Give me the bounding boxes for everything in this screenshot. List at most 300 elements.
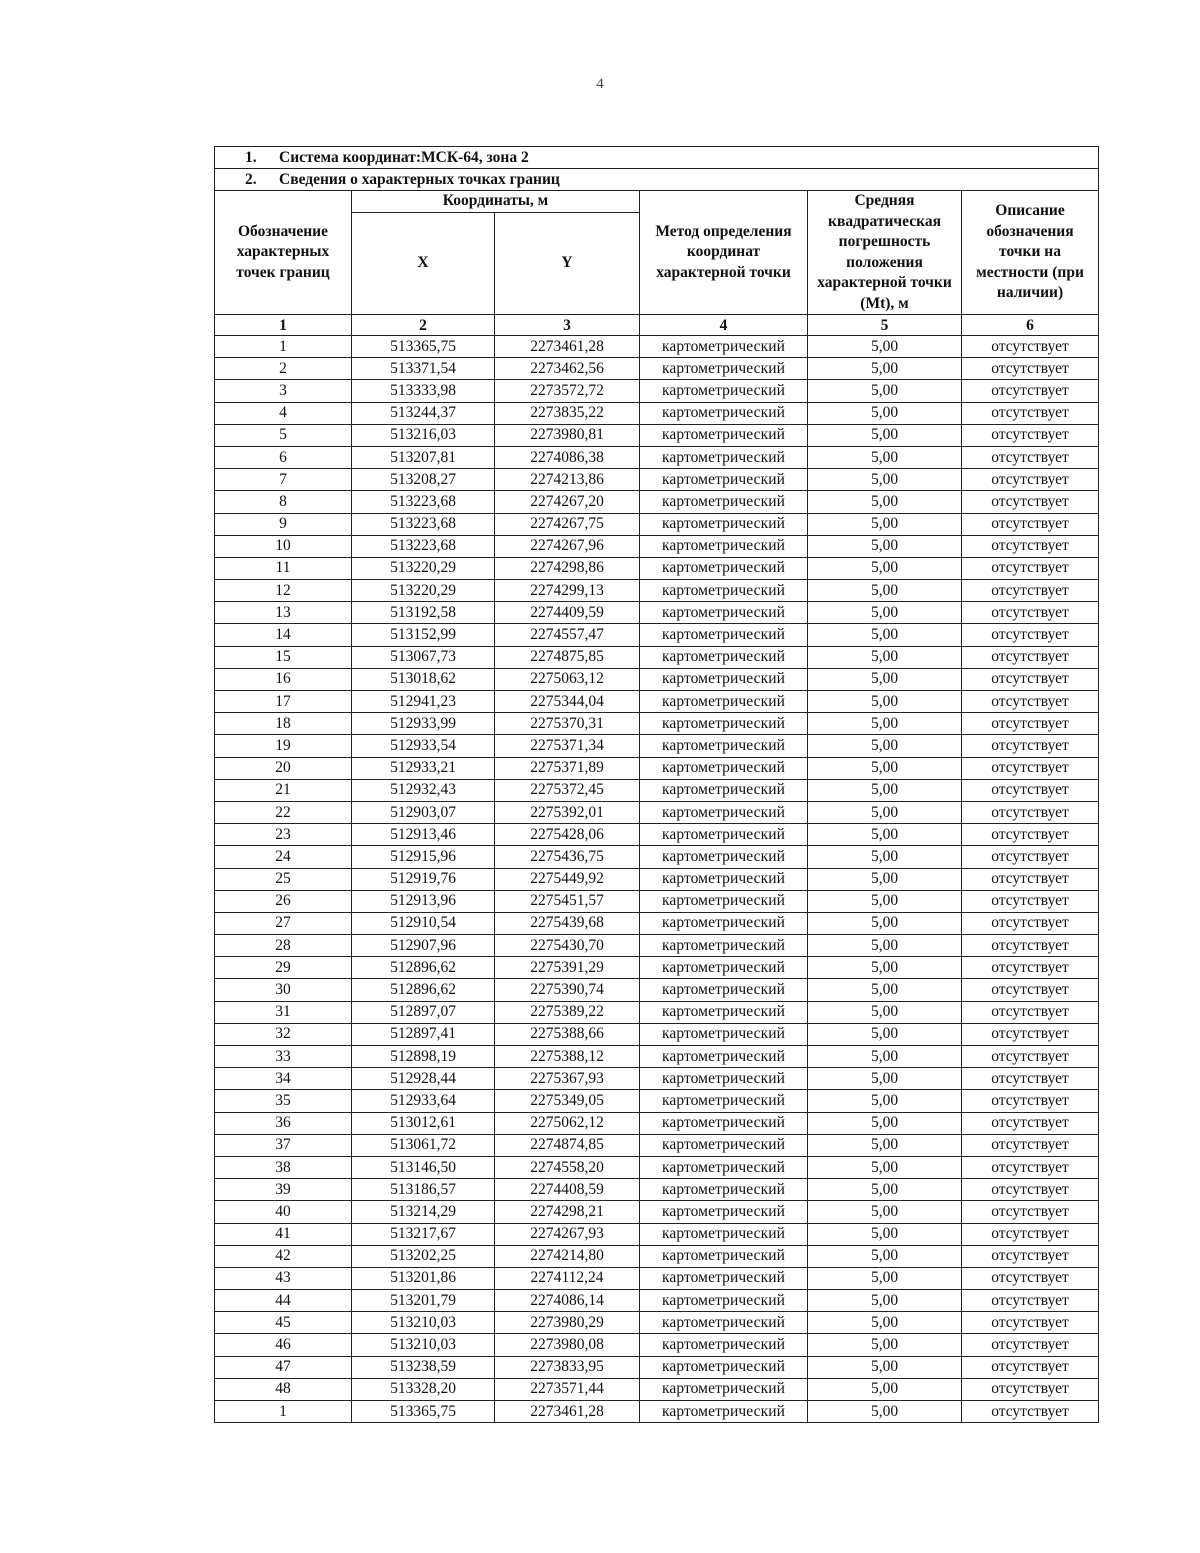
coordinate-y: 2275371,89 (495, 757, 640, 779)
point-description: отсутствует (962, 336, 1099, 358)
coordinate-x: 513220,29 (352, 580, 495, 602)
coordinate-y: 2274214,80 (495, 1245, 640, 1267)
point-number: 24 (215, 846, 352, 868)
method: картометрический (640, 868, 808, 890)
point-description: отсутствует (962, 668, 1099, 690)
coordinate-x: 513207,81 (352, 446, 495, 468)
coordinate-y: 2275391,29 (495, 957, 640, 979)
mean-square-error: 5,00 (808, 668, 962, 690)
coordinate-y: 2274875,85 (495, 646, 640, 668)
coordinate-y: 2274213,86 (495, 469, 640, 491)
mean-square-error: 5,00 (808, 402, 962, 424)
method: картометрический (640, 1134, 808, 1156)
method: картометрический (640, 446, 808, 468)
table-row (215, 1334, 1099, 1356)
point-description: отсутствует (962, 358, 1099, 380)
mean-square-error: 5,00 (808, 380, 962, 402)
coordinate-x: 512933,99 (352, 713, 495, 735)
coordinate-y: 2275439,68 (495, 912, 640, 934)
method: картометрический (640, 846, 808, 868)
point-description: отсутствует (962, 757, 1099, 779)
point-description: отсутствует (962, 1179, 1099, 1201)
coordinate-y: 2274409,59 (495, 602, 640, 624)
method: картометрический (640, 1334, 808, 1356)
point-number: 40 (215, 1201, 352, 1223)
coordinate-y: 2274298,86 (495, 557, 640, 579)
page-number: 4 (596, 76, 604, 92)
coordinate-y: 2275436,75 (495, 846, 640, 868)
coordinate-x: 512915,96 (352, 846, 495, 868)
mean-square-error: 5,00 (808, 1023, 962, 1045)
coordinate-y: 2274086,14 (495, 1290, 640, 1312)
mean-square-error: 5,00 (808, 691, 962, 713)
coordinate-y: 2275449,92 (495, 868, 640, 890)
coordinate-x: 513223,68 (352, 491, 495, 513)
point-description: отсутствует (962, 735, 1099, 757)
table-row (215, 979, 1099, 1001)
point-number: 20 (215, 757, 352, 779)
coordinate-x: 512913,96 (352, 890, 495, 912)
coordinate-x: 512910,54 (352, 912, 495, 934)
point-number: 2 (215, 358, 352, 380)
method: картометрический (640, 336, 808, 358)
point-description: отсутствует (962, 1156, 1099, 1178)
point-number: 43 (215, 1267, 352, 1289)
coordinate-y: 2274408,59 (495, 1179, 640, 1201)
method: картометрический (640, 358, 808, 380)
point-number: 4 (215, 402, 352, 424)
table-row (215, 713, 1099, 735)
column-number: 4 (640, 315, 808, 336)
mean-square-error: 5,00 (808, 491, 962, 513)
mean-square-error: 5,00 (808, 1290, 962, 1312)
mean-square-error: 5,00 (808, 824, 962, 846)
coordinate-x: 513186,57 (352, 1179, 495, 1201)
coordinate-y: 2273835,22 (495, 402, 640, 424)
mean-square-error: 5,00 (808, 890, 962, 912)
method: картометрический (640, 890, 808, 912)
method: картометрический (640, 1245, 808, 1267)
mean-square-error: 5,00 (808, 779, 962, 801)
method: картометрический (640, 1201, 808, 1223)
point-description: отсутствует (962, 602, 1099, 624)
coordinate-x: 513220,29 (352, 557, 495, 579)
point-number: 22 (215, 801, 352, 823)
table-row (215, 580, 1099, 602)
mean-square-error: 5,00 (808, 735, 962, 757)
method: картометрический (640, 1090, 808, 1112)
coordinate-x: 513328,20 (352, 1378, 495, 1400)
point-description: отсутствует (962, 1001, 1099, 1023)
coordinate-y: 2275372,45 (495, 779, 640, 801)
table-row (215, 1201, 1099, 1223)
point-number: 44 (215, 1290, 352, 1312)
coordinate-y: 2275392,01 (495, 801, 640, 823)
section-title: Система координат:МСК-64, зона 2 (279, 149, 529, 166)
table-row (215, 735, 1099, 757)
coordinate-x: 512907,96 (352, 935, 495, 957)
point-number: 42 (215, 1245, 352, 1267)
method: картометрический (640, 801, 808, 823)
point-number: 12 (215, 580, 352, 602)
point-description: отсутствует (962, 824, 1099, 846)
point-description: отсутствует (962, 1068, 1099, 1090)
point-description: отсутствует (962, 1223, 1099, 1245)
point-number: 48 (215, 1378, 352, 1400)
point-description: отсутствует (962, 713, 1099, 735)
header-method: Метод определения координат характерной точки (640, 191, 808, 315)
coordinate-x: 513192,58 (352, 602, 495, 624)
point-description: отсутствует (962, 779, 1099, 801)
method: картометрический (640, 646, 808, 668)
mean-square-error: 5,00 (808, 1179, 962, 1201)
section-title: Сведения о характерных точках границ (279, 171, 560, 188)
point-description: отсутствует (962, 801, 1099, 823)
point-description: отсутствует (962, 890, 1099, 912)
coordinate-y: 2274267,96 (495, 535, 640, 557)
point-description: отсутствует (962, 868, 1099, 890)
method: картометрический (640, 1046, 808, 1068)
table-row (215, 513, 1099, 535)
method: картометрический (640, 1290, 808, 1312)
mean-square-error: 5,00 (808, 602, 962, 624)
method: картометрический (640, 1401, 808, 1423)
coordinate-y: 2273980,08 (495, 1334, 640, 1356)
header-coordinates: Координаты, м (352, 191, 640, 213)
point-description: отсутствует (962, 535, 1099, 557)
point-number: 36 (215, 1112, 352, 1134)
mean-square-error: 5,00 (808, 1068, 962, 1090)
column-number: 2 (352, 315, 495, 336)
coordinate-x: 512933,21 (352, 757, 495, 779)
mean-square-error: 5,00 (808, 1312, 962, 1334)
section-row (215, 169, 1099, 191)
coordinate-x: 513018,62 (352, 668, 495, 690)
point-number: 33 (215, 1046, 352, 1068)
point-number: 10 (215, 535, 352, 557)
point-description: отсутствует (962, 380, 1099, 402)
table-row (215, 1134, 1099, 1156)
point-description: отсутствует (962, 624, 1099, 646)
mean-square-error: 5,00 (808, 1245, 962, 1267)
mean-square-error: 5,00 (808, 1001, 962, 1023)
table-row (215, 535, 1099, 557)
coordinate-x: 513223,68 (352, 535, 495, 557)
coordinate-x: 513201,86 (352, 1267, 495, 1289)
header-y: Y (495, 213, 640, 315)
mean-square-error: 5,00 (808, 557, 962, 579)
coordinate-y: 2273571,44 (495, 1378, 640, 1400)
table-row (215, 491, 1099, 513)
coordinate-x: 513067,73 (352, 646, 495, 668)
coordinate-x: 512919,76 (352, 868, 495, 890)
coordinate-y: 2273980,81 (495, 424, 640, 446)
coordinate-y: 2275388,66 (495, 1023, 640, 1045)
method: картометрический (640, 513, 808, 535)
method: картометрический (640, 979, 808, 1001)
point-number: 1 (215, 336, 352, 358)
coordinate-x: 512897,07 (352, 1001, 495, 1023)
column-number: 6 (962, 315, 1099, 336)
table-row (215, 624, 1099, 646)
point-description: отсутствует (962, 1046, 1099, 1068)
coordinate-x: 513201,79 (352, 1290, 495, 1312)
table-row (215, 868, 1099, 890)
point-description: отсутствует (962, 1334, 1099, 1356)
coordinate-y: 2274112,24 (495, 1267, 640, 1289)
method: картометрический (640, 624, 808, 646)
mean-square-error: 5,00 (808, 935, 962, 957)
coordinate-y: 2274267,93 (495, 1223, 640, 1245)
point-number: 46 (215, 1334, 352, 1356)
coordinate-y: 2273461,28 (495, 1401, 640, 1423)
table-row (215, 646, 1099, 668)
table-row (215, 402, 1099, 424)
coordinate-y: 2275451,57 (495, 890, 640, 912)
mean-square-error: 5,00 (808, 757, 962, 779)
coordinate-x: 513202,25 (352, 1245, 495, 1267)
point-description: отсутствует (962, 446, 1099, 468)
coordinate-y: 2275371,34 (495, 735, 640, 757)
method: картометрический (640, 1001, 808, 1023)
coordinate-x: 512898,19 (352, 1046, 495, 1068)
coordinate-x: 513223,68 (352, 513, 495, 535)
column-number: 5 (808, 315, 962, 336)
mean-square-error: 5,00 (808, 1378, 962, 1400)
mean-square-error: 5,00 (808, 1112, 962, 1134)
table-row (215, 691, 1099, 713)
point-number: 26 (215, 890, 352, 912)
method: картометрический (640, 424, 808, 446)
point-description: отсутствует (962, 1290, 1099, 1312)
section-number: 2. (245, 171, 257, 188)
table-row (215, 957, 1099, 979)
mean-square-error: 5,00 (808, 957, 962, 979)
table-row (215, 1223, 1099, 1245)
mean-square-error: 5,00 (808, 868, 962, 890)
table-row (215, 890, 1099, 912)
point-description: отсутствует (962, 1312, 1099, 1334)
table-row (215, 358, 1099, 380)
point-number: 16 (215, 668, 352, 690)
column-number-row (215, 315, 1099, 336)
table-row (215, 380, 1099, 402)
coordinate-y: 2273833,95 (495, 1356, 640, 1378)
mean-square-error: 5,00 (808, 713, 962, 735)
header-designation: Обозначение характерных точек границ (215, 191, 352, 315)
mean-square-error: 5,00 (808, 624, 962, 646)
point-number: 37 (215, 1134, 352, 1156)
mean-square-error: 5,00 (808, 1201, 962, 1223)
coordinate-x: 513210,03 (352, 1312, 495, 1334)
mean-square-error: 5,00 (808, 513, 962, 535)
method: картометрический (640, 691, 808, 713)
mean-square-error: 5,00 (808, 1223, 962, 1245)
point-number: 19 (215, 735, 352, 757)
point-number: 45 (215, 1312, 352, 1334)
point-description: отсутствует (962, 424, 1099, 446)
method: картометрический (640, 1267, 808, 1289)
mean-square-error: 5,00 (808, 646, 962, 668)
mean-square-error: 5,00 (808, 1156, 962, 1178)
method: картометрический (640, 602, 808, 624)
coordinate-x: 513371,54 (352, 358, 495, 380)
point-number: 39 (215, 1179, 352, 1201)
point-description: отсутствует (962, 1401, 1099, 1423)
table-row (215, 1090, 1099, 1112)
coordinate-x: 513208,27 (352, 469, 495, 491)
method: картометрический (640, 912, 808, 934)
method: картометрический (640, 824, 808, 846)
coordinate-x: 512933,64 (352, 1090, 495, 1112)
point-description: отсутствует (962, 1112, 1099, 1134)
table-row (215, 1267, 1099, 1289)
point-description: отсутствует (962, 957, 1099, 979)
method: картометрический (640, 580, 808, 602)
mean-square-error: 5,00 (808, 424, 962, 446)
table-row (215, 1179, 1099, 1201)
table-row (215, 801, 1099, 823)
coordinate-x: 512896,62 (352, 957, 495, 979)
coordinate-y: 2274558,20 (495, 1156, 640, 1178)
method: картометрический (640, 469, 808, 491)
table-row (215, 557, 1099, 579)
mean-square-error: 5,00 (808, 580, 962, 602)
point-description: отсутствует (962, 935, 1099, 957)
point-number: 17 (215, 691, 352, 713)
table-row (215, 336, 1099, 358)
method: картометрический (640, 779, 808, 801)
point-number: 6 (215, 446, 352, 468)
point-description: отсутствует (962, 979, 1099, 1001)
table-row (215, 602, 1099, 624)
table-row (215, 1023, 1099, 1045)
coordinate-x: 513365,75 (352, 336, 495, 358)
mean-square-error: 5,00 (808, 801, 962, 823)
method: картометрический (640, 380, 808, 402)
coordinate-y: 2275063,12 (495, 668, 640, 690)
point-description: отсутствует (962, 1134, 1099, 1156)
coordinate-x: 512932,43 (352, 779, 495, 801)
point-description: отсутствует (962, 580, 1099, 602)
mean-square-error: 5,00 (808, 535, 962, 557)
coordinate-y: 2274086,38 (495, 446, 640, 468)
table-row (215, 757, 1099, 779)
mean-square-error: 5,00 (808, 1356, 962, 1378)
method: картометрический (640, 1223, 808, 1245)
method: картометрический (640, 757, 808, 779)
table-row (215, 1378, 1099, 1400)
point-number: 21 (215, 779, 352, 801)
point-number: 34 (215, 1068, 352, 1090)
table-row (215, 912, 1099, 934)
coordinate-y: 2273462,56 (495, 358, 640, 380)
method: картометрический (640, 957, 808, 979)
point-number: 38 (215, 1156, 352, 1178)
coordinate-y: 2275349,05 (495, 1090, 640, 1112)
method: картометрический (640, 935, 808, 957)
method: картометрический (640, 1312, 808, 1334)
coordinate-y: 2274557,47 (495, 624, 640, 646)
table-row (215, 1112, 1099, 1134)
method: картометрический (640, 1356, 808, 1378)
point-description: отсутствует (962, 491, 1099, 513)
method: картометрический (640, 1378, 808, 1400)
coordinate-x: 513244,37 (352, 402, 495, 424)
boundary-points-table (214, 146, 1099, 1423)
method: картометрический (640, 402, 808, 424)
section-number: 1. (245, 149, 257, 166)
table-row (215, 1156, 1099, 1178)
point-number: 35 (215, 1090, 352, 1112)
coordinate-y: 2275062,12 (495, 1112, 640, 1134)
coordinate-y: 2273572,72 (495, 380, 640, 402)
method: картометрический (640, 668, 808, 690)
coordinate-x: 513146,50 (352, 1156, 495, 1178)
header-x: X (352, 213, 495, 315)
point-description: отсутствует (962, 1356, 1099, 1378)
method: картометрический (640, 735, 808, 757)
point-number: 1 (215, 1401, 352, 1423)
point-description: отсутствует (962, 557, 1099, 579)
point-description: отсутствует (962, 646, 1099, 668)
mean-square-error: 5,00 (808, 1134, 962, 1156)
point-number: 3 (215, 380, 352, 402)
table-row (215, 1290, 1099, 1312)
mean-square-error: 5,00 (808, 1267, 962, 1289)
coordinate-x: 512913,46 (352, 824, 495, 846)
point-description: отсутствует (962, 1378, 1099, 1400)
coordinate-y: 2273461,28 (495, 336, 640, 358)
table-row (215, 446, 1099, 468)
point-number: 15 (215, 646, 352, 668)
method: картометрический (640, 1156, 808, 1178)
coordinate-x: 513238,59 (352, 1356, 495, 1378)
coordinate-x: 513152,99 (352, 624, 495, 646)
coordinate-x: 512928,44 (352, 1068, 495, 1090)
coordinate-y: 2274267,20 (495, 491, 640, 513)
header-error: Средняя квадратическая погрешность положения характерной точки (Mt), м (808, 191, 962, 315)
coordinate-x: 513217,67 (352, 1223, 495, 1245)
point-number: 18 (215, 713, 352, 735)
point-number: 27 (215, 912, 352, 934)
point-number: 41 (215, 1223, 352, 1245)
point-number: 32 (215, 1023, 352, 1045)
coordinate-y: 2275367,93 (495, 1068, 640, 1090)
point-description: отсутствует (962, 469, 1099, 491)
table-row (215, 1245, 1099, 1267)
mean-square-error: 5,00 (808, 1090, 962, 1112)
mean-square-error: 5,00 (808, 336, 962, 358)
point-description: отсутствует (962, 691, 1099, 713)
method: картометрический (640, 491, 808, 513)
coordinate-x: 513210,03 (352, 1334, 495, 1356)
coordinate-y: 2274874,85 (495, 1134, 640, 1156)
header-description: Описание обозначения точки на местности (при наличии) (962, 191, 1099, 315)
mean-square-error: 5,00 (808, 469, 962, 491)
point-number: 7 (215, 469, 352, 491)
coordinate-x: 512903,07 (352, 801, 495, 823)
point-description: отсутствует (962, 402, 1099, 424)
point-number: 47 (215, 1356, 352, 1378)
point-description: отсутствует (962, 912, 1099, 934)
method: картометрический (640, 557, 808, 579)
method: картометрический (640, 1068, 808, 1090)
coordinate-y: 2275390,74 (495, 979, 640, 1001)
table-row (215, 668, 1099, 690)
coordinate-x: 513012,61 (352, 1112, 495, 1134)
mean-square-error: 5,00 (808, 979, 962, 1001)
